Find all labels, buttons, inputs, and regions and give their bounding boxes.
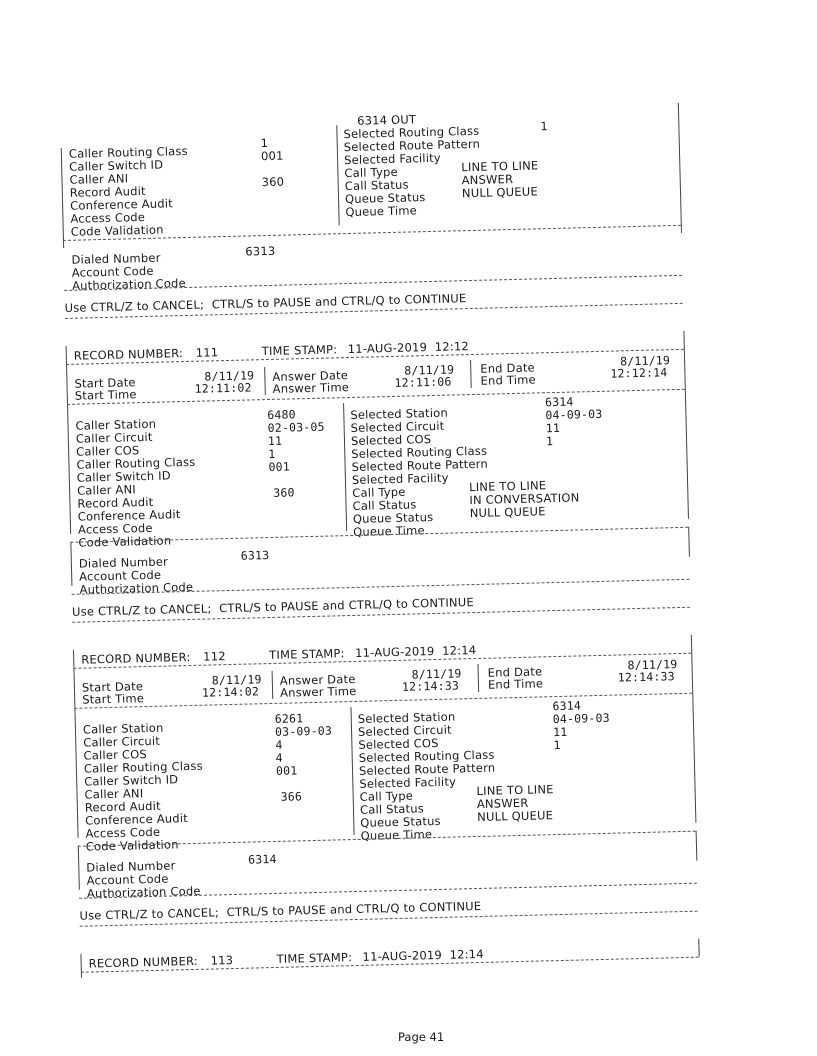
code-validation-label: Code Validation bbox=[78, 533, 172, 550]
caller-station-value: 6261 bbox=[274, 711, 304, 726]
column-divider bbox=[477, 664, 479, 692]
call-type-label: Call Type bbox=[352, 484, 406, 500]
start-time-value: 12:11:02 bbox=[194, 380, 252, 396]
right-border bbox=[688, 527, 690, 557]
report-page bbox=[60, 102, 720, 971]
answer-time-label: Answer Time bbox=[279, 683, 357, 700]
caller-circuit-value: 03-09-03 bbox=[274, 723, 333, 739]
left-border bbox=[80, 954, 82, 978]
conference-audit-label: Conference Audit bbox=[77, 507, 181, 524]
record-audit-label: Record Audit bbox=[69, 183, 146, 200]
time-stamp-label: TIME STAMP: bbox=[261, 342, 338, 359]
end-date-label: End Date bbox=[487, 664, 543, 680]
queue-status-value: NULL QUEUE bbox=[477, 808, 554, 825]
conference-audit-label: Conference Audit bbox=[85, 811, 189, 828]
left-border bbox=[73, 650, 79, 838]
caller-cos-label: Caller COS bbox=[75, 443, 140, 459]
right-border bbox=[691, 635, 697, 823]
selected-station-value: 6314 OUT bbox=[356, 112, 417, 128]
selected-routing-class-value: 1 bbox=[540, 119, 549, 134]
left-border bbox=[61, 148, 64, 248]
queue-status-label: Queue Status bbox=[360, 813, 441, 830]
left-border bbox=[66, 346, 72, 534]
dialed-number-label: Dialed Number bbox=[78, 554, 169, 571]
caller-ani-value: 366 bbox=[280, 789, 303, 804]
call-type-value: LINE TO LINE bbox=[476, 782, 554, 799]
selected-station-label: Selected Station bbox=[350, 405, 449, 422]
access-code-label: Access Code bbox=[77, 520, 153, 537]
time-stamp-label: TIME STAMP: bbox=[276, 950, 353, 966]
start-time-label: Start Time bbox=[82, 691, 145, 707]
record-block-partial bbox=[60, 102, 700, 315]
record-number-value: 111 bbox=[195, 345, 219, 360]
record-number-value: 112 bbox=[203, 649, 226, 664]
code-validation-label: Code Validation bbox=[70, 222, 164, 239]
end-time-label: End Time bbox=[480, 372, 536, 388]
account-code-label: Account Code bbox=[86, 871, 169, 888]
separator-line bbox=[74, 693, 692, 709]
record-number-label: RECORD NUMBER: bbox=[88, 953, 199, 971]
selected-station-value: 6314 bbox=[544, 394, 574, 410]
answer-time-value: 12:11:06 bbox=[394, 374, 452, 390]
column-divider bbox=[343, 403, 347, 531]
dialed-number-value: 6313 bbox=[240, 548, 270, 563]
right-border bbox=[698, 939, 699, 957]
right-border bbox=[696, 831, 698, 861]
selected-routing-class-label: Selected Routing Class bbox=[351, 443, 488, 461]
account-code-label: Account Code bbox=[71, 263, 154, 280]
caller-circuit-label: Caller Circuit bbox=[83, 733, 161, 750]
call-type-value: LINE TO LINE bbox=[461, 158, 539, 175]
queue-time-label: Queue Time bbox=[353, 523, 425, 539]
caller-cos-value: 4 bbox=[275, 737, 283, 752]
caller-routing-class-value: 4 bbox=[275, 750, 283, 765]
selected-station-value: 6314 bbox=[552, 698, 582, 714]
caller-routing-class-label: Caller Routing Class bbox=[83, 758, 203, 776]
time-stamp-value: 11-AUG-2019 12:14 bbox=[362, 946, 484, 964]
record-number-label: RECORD NUMBER: bbox=[73, 346, 184, 363]
continue-prompt: Use CTRL/Z to CANCEL; CTRL/S to PAUSE and CTRL/Q to CONTINUE bbox=[71, 595, 475, 619]
queue-status-label: Queue Status bbox=[344, 190, 426, 207]
authorization-code-label: Authorization Code bbox=[71, 275, 186, 293]
caller-station-label: Caller Station bbox=[82, 720, 164, 737]
call-type-value: LINE TO LINE bbox=[468, 478, 547, 495]
selected-route-pattern-label: Selected Route Pattern bbox=[358, 760, 496, 778]
selected-facility-label: Selected Facility bbox=[343, 150, 442, 168]
queue-time-label: Queue Time bbox=[345, 203, 418, 220]
start-time-label: Start Time bbox=[74, 387, 137, 403]
call-status-value: IN CONVERSATION bbox=[469, 490, 580, 508]
selected-route-pattern-label: Selected Route Pattern bbox=[343, 136, 481, 155]
selected-routing-class-value: 1 bbox=[545, 434, 554, 449]
record-block-113 bbox=[80, 938, 720, 971]
right-border bbox=[683, 331, 689, 519]
caller-ani-label: Caller ANI bbox=[84, 786, 144, 802]
selected-routing-class-value: 1 bbox=[553, 737, 561, 753]
caller-switch-id-label: Caller Switch ID bbox=[69, 157, 164, 174]
record-audit-label: Record Audit bbox=[84, 798, 161, 815]
selected-circuit-value: 04-09-03 bbox=[552, 710, 610, 727]
caller-station-label: Caller Station bbox=[75, 416, 157, 433]
caller-switch-id-value: 001 bbox=[275, 763, 298, 778]
authorization-code-label: Authorization Code bbox=[79, 579, 194, 597]
selected-circuit-value: 04-09-03 bbox=[545, 406, 603, 423]
selected-cos-value: 11 bbox=[545, 420, 561, 436]
column-divider bbox=[264, 367, 266, 395]
answer-date-label: Answer Date bbox=[279, 671, 356, 688]
caller-routing-class-value: 1 bbox=[260, 135, 269, 151]
time-stamp-value: 11-AUG-2019 12:14 bbox=[354, 642, 477, 660]
selected-cos-label: Selected COS bbox=[358, 735, 439, 752]
call-type-label: Call Type bbox=[359, 788, 414, 804]
caller-routing-class-value: 1 bbox=[268, 446, 276, 462]
column-divider bbox=[350, 707, 354, 835]
caller-ani-value: 360 bbox=[261, 174, 285, 190]
caller-routing-class-label: Caller Routing Class bbox=[68, 143, 188, 161]
start-time-value: 12:14:02 bbox=[201, 684, 260, 700]
record-number-value: 113 bbox=[210, 953, 234, 968]
selected-circuit-label: Selected Circuit bbox=[357, 722, 452, 739]
selected-routing-class-label: Selected Routing Class bbox=[358, 747, 495, 765]
end-date-label: End Date bbox=[480, 360, 536, 376]
record-block-111 bbox=[66, 330, 706, 619]
queue-status-value: NULL QUEUE bbox=[461, 184, 539, 201]
record-number-label: RECORD NUMBER: bbox=[81, 649, 191, 667]
caller-switch-id-label: Caller Switch ID bbox=[84, 772, 179, 789]
record-block-112 bbox=[73, 634, 713, 923]
right-border bbox=[678, 103, 682, 233]
dialed-number-value: 6314 bbox=[248, 851, 277, 867]
record-audit-label: Record Audit bbox=[77, 494, 154, 511]
authorization-code-label: Authorization Code bbox=[86, 883, 201, 901]
caller-ani-value: 360 bbox=[273, 485, 295, 500]
page-number: Page 41 bbox=[398, 1030, 445, 1044]
call-status-label: Call Status bbox=[359, 801, 425, 817]
column-divider bbox=[470, 360, 472, 388]
caller-routing-class-label: Caller Routing Class bbox=[76, 454, 196, 472]
dialed-number-value: 6313 bbox=[245, 243, 276, 259]
call-status-label: Call Status bbox=[352, 497, 417, 513]
answer-date-label: Answer Date bbox=[272, 368, 349, 384]
end-time-value: 12:14:33 bbox=[617, 669, 675, 685]
call-status-value: ANSWER bbox=[461, 171, 514, 188]
call-status-label: Call Status bbox=[344, 177, 409, 194]
column-divider bbox=[272, 671, 274, 699]
time-stamp-value: 11-AUG-2019 12:12 bbox=[347, 339, 470, 357]
end-time-value: 12:12:14 bbox=[610, 365, 668, 381]
call-status-value: ANSWER bbox=[476, 795, 529, 812]
queue-time-label: Queue Time bbox=[360, 827, 433, 843]
account-code-label: Account Code bbox=[79, 567, 162, 584]
selected-circuit-label: Selected Circuit bbox=[350, 418, 445, 435]
caller-station-value: 6480 bbox=[267, 407, 296, 423]
end-date-value: 8/11/19 bbox=[627, 657, 678, 673]
caller-switch-id-value: 001 bbox=[268, 459, 291, 475]
caller-cos-label: Caller COS bbox=[83, 747, 148, 763]
caller-cos-value: 11 bbox=[267, 433, 283, 449]
dialed-number-label: Dialed Number bbox=[86, 858, 176, 875]
selected-facility-label: Selected Facility bbox=[359, 774, 457, 791]
caller-switch-id-value: 001 bbox=[260, 148, 284, 164]
access-code-label: Access Code bbox=[85, 824, 161, 841]
start-date-label: Start Date bbox=[81, 679, 144, 695]
answer-date-value: 8/11/19 bbox=[411, 666, 462, 682]
selected-route-pattern-label: Selected Route Pattern bbox=[351, 456, 489, 474]
answer-time-label: Answer Time bbox=[272, 380, 350, 396]
column-divider bbox=[336, 125, 339, 225]
caller-ani-label: Caller ANI bbox=[76, 482, 137, 498]
continue-prompt: Use CTRL/Z to CANCEL; CTRL/S to PAUSE and CTRL/Q to CONTINUE bbox=[79, 898, 482, 923]
answer-time-value: 12:14:33 bbox=[401, 678, 460, 694]
start-date-value: 8/11/19 bbox=[204, 368, 255, 384]
caller-circuit-value: 02-03-05 bbox=[267, 419, 325, 436]
end-time-label: End Time bbox=[487, 676, 544, 692]
caller-switch-id-label: Caller Switch ID bbox=[76, 468, 171, 485]
caller-circuit-label: Caller Circuit bbox=[75, 429, 153, 446]
end-date-value: 8/11/19 bbox=[619, 353, 671, 369]
time-stamp-label: TIME STAMP: bbox=[269, 646, 345, 663]
separator-line bbox=[67, 389, 685, 405]
selected-station-label: Selected Station bbox=[357, 709, 456, 726]
queue-status-value: NULL QUEUE bbox=[469, 504, 546, 521]
selected-routing-class-label: Selected Routing Class bbox=[343, 123, 480, 142]
selected-cos-value: 11 bbox=[552, 724, 568, 740]
dialed-number-label: Dialed Number bbox=[71, 250, 161, 267]
code-validation-label: Code Validation bbox=[85, 837, 179, 854]
selected-cos-label: Selected COS bbox=[350, 432, 432, 448]
start-date-label: Start Date bbox=[74, 375, 136, 391]
selected-facility-label: Selected Facility bbox=[351, 470, 449, 487]
left-border bbox=[78, 846, 80, 890]
answer-date-value: 8/11/19 bbox=[404, 362, 455, 378]
call-type-label: Call Type bbox=[344, 164, 398, 181]
queue-status-label: Queue Status bbox=[352, 509, 434, 526]
start-date-value: 8/11/19 bbox=[211, 672, 262, 688]
continue-prompt: Use CTRL/Z to CANCEL; CTRL/S to PAUSE and CTRL/Q to CONTINUE bbox=[64, 291, 467, 315]
conference-audit-label: Conference Audit bbox=[69, 196, 174, 213]
left-border bbox=[70, 542, 72, 586]
caller-ani-label: Caller ANI bbox=[69, 171, 129, 187]
access-code-label: Access Code bbox=[70, 209, 146, 226]
